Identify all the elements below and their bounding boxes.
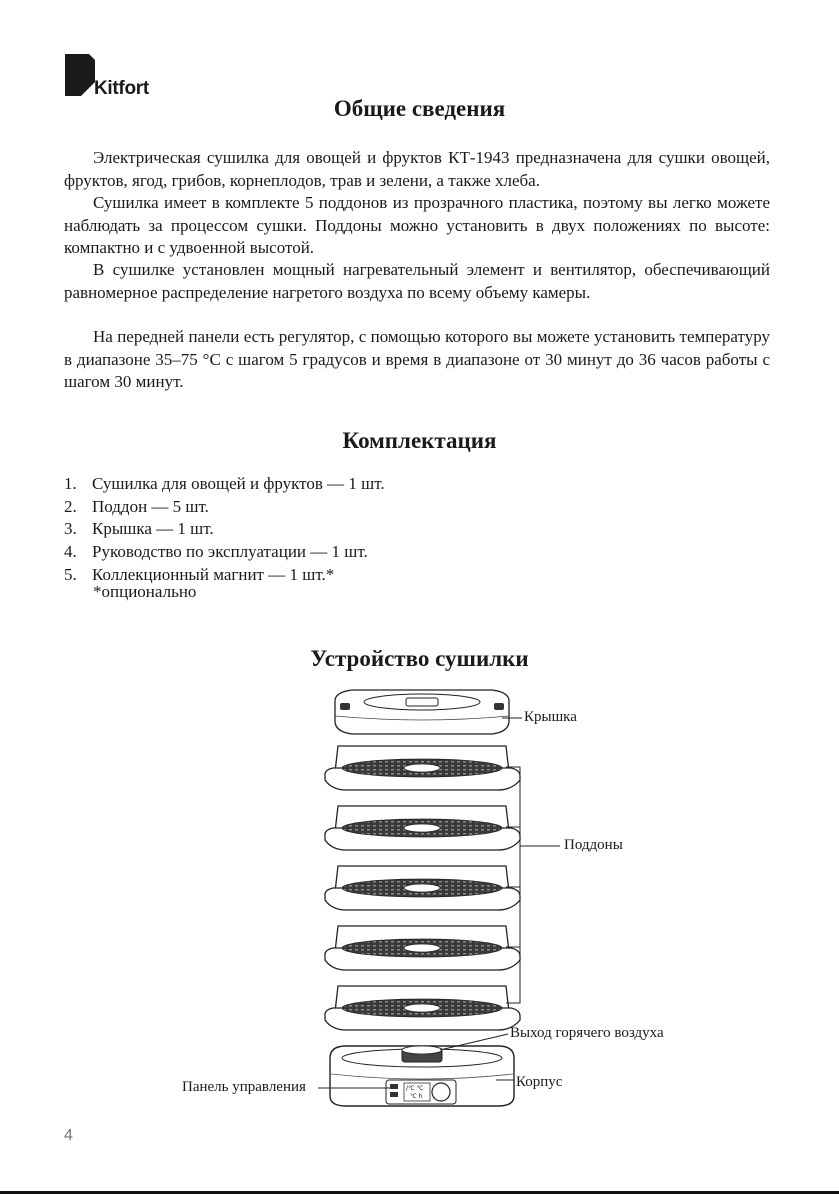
list-item-text: Коллекционный магнит — 1 шт.* xyxy=(92,564,335,584)
general-paragraph-4: На передней панели есть регулятор, с помощью которого вы можете установить температуру в диапазоне 35–75 °C с шагом 5 градусов и время в диапазоне от 30 минут до 36 часов работы с шагом 30 минут. xyxy=(64,327,770,391)
page-number: 4 xyxy=(64,1127,73,1144)
kit-footnote: *опционально xyxy=(93,582,197,601)
trays-label: Поддоны xyxy=(564,837,623,853)
control-knob-icon xyxy=(432,1083,450,1101)
hot-air-outlet-label: Выход горячего воздуха xyxy=(510,1025,664,1041)
device-heading: Устройство сушилки xyxy=(310,646,529,671)
list-item-number: 3. xyxy=(64,519,77,539)
general-info-heading: Общие сведения xyxy=(333,96,506,121)
body-drawing xyxy=(330,1046,514,1106)
list-item-text: Крышка — 1 шт. xyxy=(92,519,214,539)
body-label: Корпус xyxy=(516,1074,563,1090)
display-line-1: /℃ ℃ xyxy=(406,1085,424,1092)
tray-drawing xyxy=(325,926,520,970)
list-item-text: Поддон — 5 шт. xyxy=(92,496,209,516)
list-item-number: 2. xyxy=(64,496,77,516)
tray-drawing xyxy=(325,806,520,850)
list-item-number: 4. xyxy=(64,542,77,562)
tray-drawing xyxy=(325,746,520,790)
general-paragraph-3: В сушилке установлен мощный нагревательный элемент и вентилятор, обеспечивающий равномерное распределение нагретого воздуха по всему объему камеры. xyxy=(64,260,770,302)
list-item-number: 5. xyxy=(64,564,77,584)
list-item-number: 1. xyxy=(64,474,77,493)
tray-drawing xyxy=(325,866,520,910)
display-line-2: ℃ h xyxy=(410,1093,423,1100)
list-item-text: Руководство по эксплуатации — 1 шт. xyxy=(92,542,368,562)
brand-name: Kitfort xyxy=(94,78,149,99)
general-paragraph-1: Электрическая сушилка для овощей и фруктов КТ-1943 предназначена для сушки овощей, фруктов, ягод, грибов, корнеплодов, трав и зелени, а также хлеба. xyxy=(64,148,770,190)
lid-label: Крышка xyxy=(524,709,577,725)
control-panel-label: Панель управления xyxy=(182,1079,306,1095)
list-item-text: Сушилка для овощей и фруктов — 1 шт. xyxy=(92,474,385,493)
tray-drawing xyxy=(325,986,520,1030)
kit-heading: Комплектация xyxy=(342,428,497,453)
lid-drawing xyxy=(335,690,509,734)
general-paragraph-2: Сушилка имеет в комплекте 5 поддонов из прозрачного пластика, поэтому вы легко можете наблюдать за процессом сушки. Поддоны можно установить в двух положениях по высоте: компактно и с удвоенной высотой. xyxy=(64,193,770,257)
